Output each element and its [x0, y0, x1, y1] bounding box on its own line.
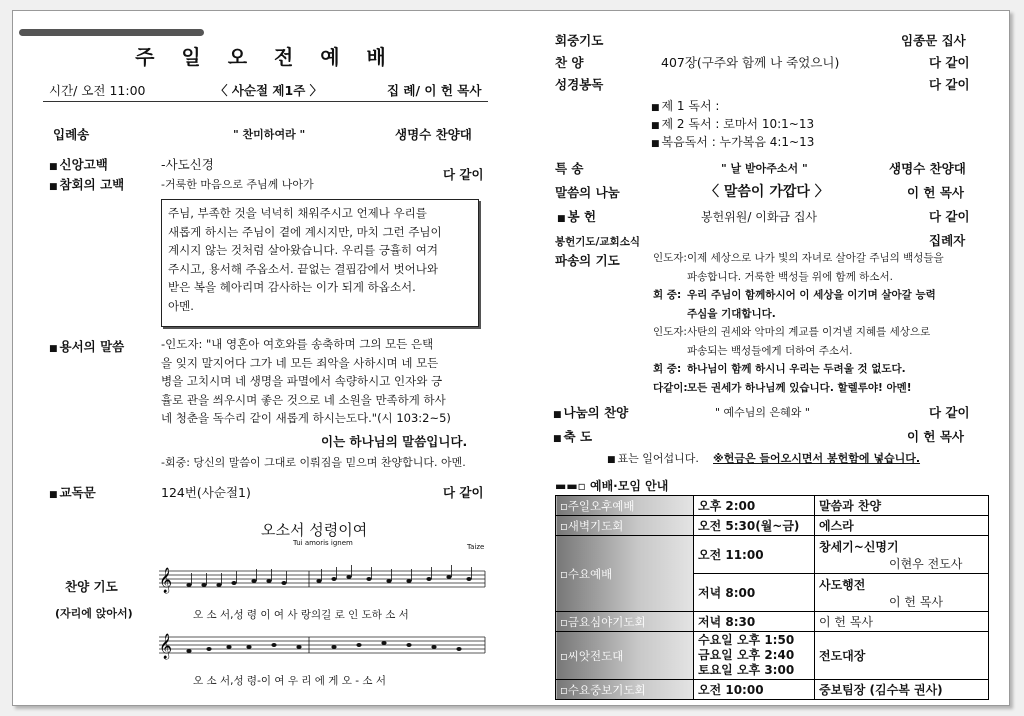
entrance-performer: 생명수 찬양대	[395, 127, 472, 142]
prayer-line: 받은 복을 헤아리며 감사하는 이가 되게 하옵소서.	[168, 280, 416, 294]
reading-1: ■ 제 1 독서 :	[651, 97, 719, 114]
forgiveness-line: 휼로 관을 씌우시며 좋은 것으로 네 소원을 만족하게 하사	[161, 392, 446, 407]
sending-line: 우리 주님이 함께하시어 이 세상을 이기며 살아갈 능력	[687, 289, 936, 301]
praise-label: 찬 양	[555, 55, 584, 70]
notices-label: 봉헌기도/교회소식	[555, 236, 640, 248]
table-row: ▫수요예배 오전 11:00 창세기~신명기 이현우 전도사	[556, 536, 989, 574]
prayer-label: 회중기도	[555, 33, 604, 48]
schedule-table	[555, 495, 989, 700]
creed-label: ■ 신앙고백	[49, 155, 108, 173]
forgiveness-line: 병을 고치시며 네 생명을 파멸에서 속량하시고 인자와 긍	[161, 374, 443, 388]
music-score	[159, 561, 489, 691]
special-performer: 생명수 찬양대	[889, 161, 966, 176]
sending-label: 파송의 기도	[555, 253, 620, 268]
service-time: 시간/ 오전 11:00	[49, 83, 146, 98]
hymn-sub: (자리에 앉아서)	[55, 607, 133, 620]
scripture-label: 성경봉독	[555, 77, 604, 92]
confession-prayer-box	[161, 199, 479, 327]
table-row: 저녁 8:00 사도행전 이 헌 목사	[556, 574, 989, 612]
forgiveness-label: ■ 용서의 말씀	[49, 337, 124, 355]
table-row: ▫수요중보기도회 오전 10:00 중보팀장 (김수복 권사)	[556, 680, 989, 700]
blessing-label: ■ 축 도	[553, 427, 592, 445]
song-composer: Taize	[467, 543, 485, 551]
sending-line: 파송되는 백성들에게 더하여 주소서.	[687, 344, 853, 357]
forgiveness-line: 을 잊지 말지어다 그가 네 모든 죄악을 사하시며 네 모든	[161, 355, 439, 370]
sharing-label: ■ 나눔의 찬양	[553, 403, 628, 421]
sending-line: 파송합니다. 거룩한 백성들 위에 함께 하소서.	[687, 270, 893, 283]
prayer-line: 주님, 부족한 것을 넉넉히 채워주시고 언제나 우리를	[168, 206, 427, 220]
reading-label: ■ 교독문	[49, 483, 96, 501]
svg-text:𝄞: 𝄞	[159, 634, 173, 659]
forgiveness-response: -회중: 당신의 말씀이 그대로 이뤄짐을 믿으며 찬양합니다. 아멘.	[161, 456, 466, 469]
prayer-line: 새롭게 하시는 주님이 곁에 계시지만, 마치 그런 주님이	[168, 224, 442, 239]
praise-performer: 다 같이	[929, 55, 970, 70]
forgiveness-closing: 이는 하나님의 말씀입니다.	[321, 434, 468, 449]
sending-responsive: 인도자:이제 세상으로 나가 빛의 자녀로 살아갈 주님의 백성들을 파송합니다. 거룩한 백성들 위에 함께 하소서. 회 중: 우리 주님이 함께하시어 이 세상을 이기며 살아갈 능력 주심을 기대합니다. 인도자:사탄의 권세와 악마의 계교를 이겨낼 지혜를 세상으로 파송되는 백성들에게 더하여 주소서. 회 중: 하나님이 함께 하시니 우리는 두려울 것 없도다. 다같이:모든 권세가 하나님께 있습니다. 할렐루야! 아멘!	[653, 252, 944, 394]
confession-performer: 다 같이	[443, 167, 484, 182]
sermon-preacher: 이 헌 목사	[907, 185, 965, 200]
table-row: ▫새벽기도회 오전 5:30(월~금) 에스라	[556, 516, 989, 536]
table-row: ▫주일오후예배 오후 2:00 말씀과 찬양	[556, 496, 989, 516]
svg-text:𝄞: 𝄞	[159, 568, 173, 593]
prayer-person: 임종문 집사	[901, 33, 966, 48]
schedule-marker-icon: ▬▬▫	[555, 479, 590, 493]
forgiveness-line: -인도자: "내 영혼아 여호와를 송축하며 그의 모든 은택	[161, 337, 434, 351]
song-title: 오소서 성령이여	[261, 521, 368, 539]
reading-3: ■ 복음독서 : 누가복음 4:1~13	[651, 133, 814, 150]
sharing-song: " 예수님의 은혜와 "	[715, 406, 810, 419]
table-row: ▫씨앗전도대 수요일 오후 1:50 금요일 오후 2:40 토요일 오후 3:00 전도대장	[556, 632, 989, 680]
special-label: 특 송	[555, 161, 584, 176]
sermon-label: 말씀의 나눔	[555, 185, 620, 200]
sending-line: 모든 권세가 하나님께 있습니다. 할렐루야! 아멘!	[687, 381, 912, 394]
blessing-person: 이 헌 목사	[907, 429, 965, 444]
forgiveness-text	[161, 335, 491, 428]
left-column	[43, 11, 488, 705]
offering-note: ※헌금은 들어오시면서 봉헌함에 넣습니다.	[713, 452, 921, 465]
prayer-line: 주시고, 용서해 주옵소서. 끝없는 결핍감에서 벗어나와	[168, 261, 438, 276]
sending-line: 주심을 기대합니다.	[687, 307, 776, 320]
right-column	[545, 11, 983, 705]
scripture-performer: 다 같이	[929, 77, 970, 92]
schedule-heading: ▬▬▫ 예배·모임 안내	[555, 479, 669, 493]
bulletin-page	[12, 10, 1010, 706]
sermon-title: 〈 말씀이 가깝다 〉	[705, 184, 829, 200]
lyric-line-2: 오 소 서,성 령-이 여 우 리 에 게 오 - 소 서	[193, 675, 386, 687]
offering-performer: 다 같이	[929, 209, 970, 224]
church-season: 〈 사순절 제1주 〉	[215, 83, 323, 98]
creed-text: -사도신경	[161, 157, 214, 172]
page-title: 주 일 오 전 예 배	[135, 45, 396, 69]
reading-2: ■ 제 2 독서 : 로마서 10:1~13	[651, 115, 814, 132]
standing-note: ■ 표는 일어섭니다.	[607, 450, 699, 466]
sending-line: 하나님이 함께 하시니 우리는 두려울 것 없도다.	[687, 363, 906, 375]
reading-text: 124번(사순절1)	[161, 485, 251, 500]
sharing-performer: 다 같이	[929, 405, 970, 420]
sending-line: 이제 세상으로 나가 빛의 자녀로 살아갈 주님의 백성들을	[687, 252, 944, 264]
notices-person: 집례자	[929, 233, 966, 248]
confession-text: -거룩한 마음으로 주님께 나아가	[161, 178, 314, 191]
reading-performer: 다 같이	[443, 485, 484, 500]
table-row: ▫금요심야기도회 저녁 8:30 이 헌 목사	[556, 612, 989, 632]
offering-by: 봉헌위원/ 이화금 집사	[701, 210, 818, 224]
offering-label: ■ 봉 헌	[557, 207, 596, 225]
song-latin: Tui amoris ignem	[293, 539, 353, 547]
prayer-line: 계시지 않는 것처럼 살아왔습니다. 우리를 긍휼히 여겨	[168, 243, 438, 257]
special-song: " 날 받아주소서 "	[721, 162, 808, 175]
service-leader: 집 례/ 이 헌 목사	[387, 83, 482, 98]
entrance-label: 입례송	[53, 127, 90, 142]
praise-song: 407장(구주와 함께 나 죽었으니)	[661, 55, 840, 70]
sending-line: 사탄의 권세와 악마의 계교를 이겨낼 지혜를 세상으로	[687, 326, 931, 338]
forgiveness-line: 네 청춘을 독수리 같이 새롭게 하시는도다."(시 103:2~5)	[161, 411, 451, 425]
entrance-song: " 찬미하여라 "	[233, 128, 306, 141]
prayer-line: 아멘.	[168, 298, 194, 313]
lyric-line-1: 오 소 서,성 령 이 여 사 랑의길 로 인 도하 소 서	[193, 609, 409, 621]
hymn-label: 찬양 기도	[65, 579, 118, 594]
header-divider	[43, 101, 488, 102]
confession-label: ■ 참회의 고백	[49, 175, 124, 193]
